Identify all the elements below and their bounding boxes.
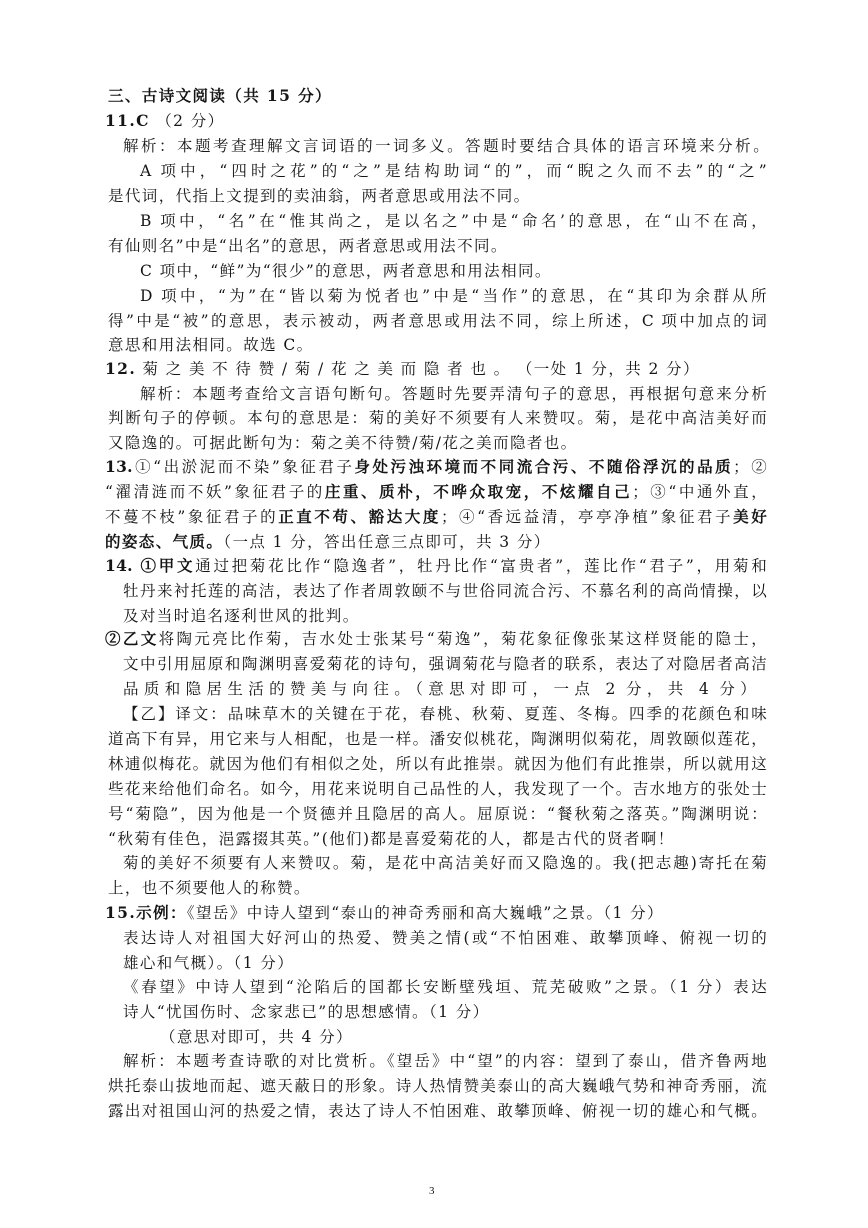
answer-keypoint: 正直不苟、豁达大度	[278, 507, 441, 526]
translation-line: 林逋似梅花。就因为他们有相似之处，所以有此推崇。就因为他们有此推崇，所以就用这	[108, 755, 767, 773]
question-11-analysis-line: 是代词，代指上文提到的卖油翁，两者意思或用法不同。	[108, 187, 531, 205]
question-15-line: 表达诗人对祖国大好河山的热爱、赞美之情(或“不怕困难、敢攀顶峰、俯视一切的	[123, 929, 767, 947]
question-12-score: （一处 1 分，共 2 分）	[516, 360, 700, 378]
answer-text: “濯清涟而不妖”象征君子的	[105, 483, 325, 501]
question-14-line	[105, 556, 767, 576]
answer-text: 通过把菊花比作“隐逸者”，牡丹比作“富贵者”，莲比作“君子”，用菊和	[195, 557, 767, 575]
question-13-score: （一点 1 分，答出任意三点即可，共 3 分）	[223, 533, 551, 551]
question-13-line	[105, 457, 767, 477]
question-15-score: （意思对即可，共 4 分）	[160, 1028, 353, 1046]
question-12-analysis-line: 解析：本题考查给文言语句断句。答题时先要弄清句子的意思，再根据句意来分析	[140, 385, 767, 403]
translation-line: 上，也不须要他人的称赞。	[108, 879, 311, 897]
question-12-analysis-line: 又隐逸的。可据此断句为：菊之美不待赞/菊/花之美而隐者也。	[108, 434, 578, 452]
answer-keypoint: 的姿态、气质。	[105, 532, 224, 551]
question-15-analysis-line: 露出对祖国山河的热爱之情，表达了诗人不怕困难、敢攀顶峰、俯视一切的雄心和气概。	[108, 1102, 767, 1120]
answer-text: 将陶元亮比作菊，吉水处士张某号“菊逸”，菊花象征像张某这样贤能的隐士，	[158, 630, 767, 648]
question-14-point2-label: ②乙文	[105, 629, 159, 648]
question-11-analysis-line: 得”中是“被”的意思，表示被动，两者意思或用法不同，综上所述，C 项中加点的词	[108, 312, 767, 330]
question-12-number: 12.	[105, 359, 137, 378]
question-11-analysis-line: 意思和用法相同。故选 C。	[108, 336, 314, 354]
question-11-analysis-line: B 项中，“名”在“惟其尚之，是以名之”中是“命名’的意思，在“山不在高，	[140, 212, 767, 230]
answer-text: 《望岳》中诗人望到“泰山的神奇秀丽和高大巍峨”之景。（1 分）	[186, 904, 664, 922]
question-11-analysis-line: C 项中，“鲜”为“很少”的意思，两者意思和用法相同。	[140, 262, 552, 280]
question-15-number: 15.示例：	[105, 903, 187, 922]
answer-text: ；②	[733, 458, 767, 476]
question-14-line: 牡丹来衬托莲的高洁，表达了作者周敦颐不与世俗同流合污、不慕名利的高尚情操，以	[123, 582, 767, 600]
translation-line: 【乙】译文：品味草木的关键在于花，春桃、秋菊、夏莲、冬梅。四季的花颜色和味	[123, 705, 767, 723]
answer-keypoint: 美好	[733, 507, 768, 526]
question-14-line: 文中引用屈原和陶渊明喜爱菊花的诗句，强调菊花与隐者的联系，表达了对隐居者高洁	[123, 655, 767, 673]
translation-line: 些花来给他们命名。如今，用花来说明自己品性的人，我发现了一个。吉水地方的张处士	[108, 780, 767, 798]
question-11-analysis-line: D 项中，“为”在“皆以菊为悦者也”中是“当作”的意思，在“其印为余群从所	[140, 287, 767, 305]
question-11-score: （2 分）	[156, 112, 225, 130]
question-14-line	[105, 629, 767, 649]
question-11-number: 11.C	[105, 111, 150, 130]
question-14-line: 品质和隐居生活的赞美与向往。（意思对即可，一点 2 分，共 4 分）	[123, 680, 756, 698]
question-12-header	[105, 359, 700, 379]
section-title: 三、古诗文阅读（共 15 分）	[108, 86, 332, 105]
question-15-analysis-line: 烘托泰山拔地而起、遮天蔽日的形象。诗人热情赞美泰山的高大巍峨气势和神奇秀丽，流	[108, 1077, 767, 1095]
question-13-number: 13.	[105, 457, 133, 476]
question-11-header	[105, 111, 225, 131]
question-11-analysis-line: A 项中，“四时之花”的“之”是结构助词“的”，而“睨之久而不去”的“之”	[140, 162, 767, 180]
question-12-analysis-line: 判断句子的停顿。本句的意思是：菊的美好不须要有人来赞叹。菊，是花中高洁美好而	[108, 409, 767, 427]
question-15-line: 雄心和气概）。（1 分）	[123, 954, 295, 972]
question-13-line	[105, 507, 767, 527]
question-14-number: 14.	[105, 556, 133, 575]
question-15-analysis-line: 解析：本题考查诗歌的对比赏析。《望岳》中“望”的内容：望到了泰山，借齐鲁两地	[123, 1052, 767, 1070]
translation-line: 菊的美好不须要有人来赞叹。菊，是花中高洁美好而又隐逸的。我(把志趣)寄托在菊	[123, 854, 767, 872]
answer-keypoint: 庄重、质朴，不哗众取宠，不炫耀自己	[324, 482, 633, 501]
question-12-answer: 菊 之 美 不 待 赞 / 菊 / 花 之 美 而 隐 者 也 。	[142, 360, 511, 378]
question-11-analysis-line: 有仙则名”中是“出名”的意思，两者意思或用法不同。	[108, 237, 508, 255]
translation-line: “秋菊有佳色，浥露掇其英。”(他们)都是喜爱菊花的人，都是古代的贤者啊！	[108, 830, 675, 848]
question-13-line	[105, 532, 551, 552]
question-13-line	[105, 482, 767, 502]
translation-line: 号“菊隐”，因为他是一个贤德并且隐居的高人。屈原说：“餐秋菊之落英。”陶渊明说：	[108, 805, 767, 823]
translation-line: 道高下有异，用它来与人相配，也是一样。潘安似桃花，陶渊明似菊花，周敦颐似莲花，	[108, 730, 767, 748]
answer-text: ①“出淤泥而不染”象征君子	[132, 458, 355, 476]
question-15-line	[105, 903, 664, 923]
page-number: 3	[429, 1185, 435, 1197]
answer-text: ；④“香远益清，亭亭净植”象征君子	[440, 508, 734, 526]
answer-text: ；③“中通外直，	[632, 483, 767, 501]
answer-keypoint: 身处污浊环境而不同流合污、不随俗浮沉的品质	[354, 457, 734, 476]
question-15-line: 诗人“忧国伤时、念家悲已”的思想感情。（1 分）	[123, 1003, 490, 1021]
question-15-line: 《春望》中诗人望到“沦陷后的国都长安断壁残垣、荒芜破败”之景。（1 分）表达	[123, 978, 767, 996]
question-14-point1-label: ①甲文	[140, 556, 196, 575]
question-14-line: 及对当时追名逐利世风的批判。	[123, 607, 360, 625]
question-11-analysis-line: 解析：本题考查理解文言词语的一词多义。答题时要结合具体的语言环境来分析。	[123, 137, 769, 155]
answer-text: 不蔓不枝”象征君子的	[105, 508, 279, 526]
